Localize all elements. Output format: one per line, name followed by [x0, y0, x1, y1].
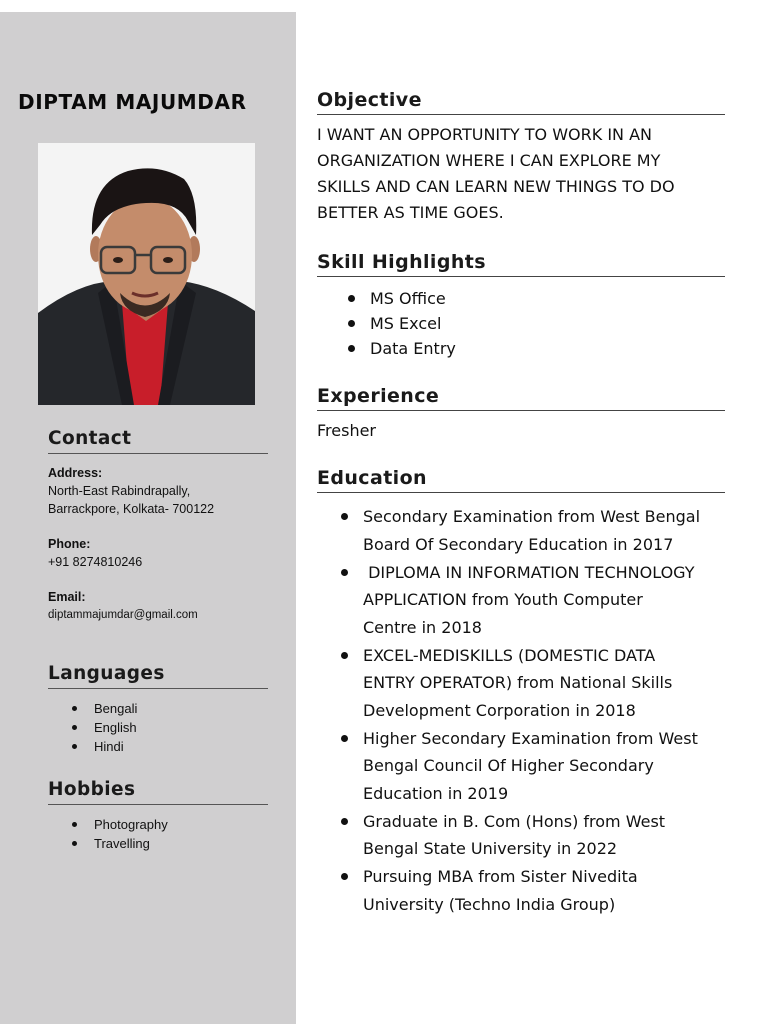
education-list — [317, 503, 727, 919]
hobbies-heading: Hobbies — [48, 779, 268, 805]
languages-heading: Languages — [48, 663, 268, 689]
experience-heading: Experience — [317, 385, 725, 411]
education-line: University (Techno India Group) — [363, 894, 616, 914]
list-item — [317, 863, 727, 918]
education-line: ENTRY OPERATOR) from National Skills — [363, 673, 673, 692]
education-line: Secondary Examination from West Bengal — [363, 507, 701, 526]
list-item — [317, 642, 727, 725]
objective-text — [317, 122, 727, 226]
list-item — [317, 559, 727, 642]
list-item: Hindi — [48, 737, 268, 756]
portrait-illustration — [38, 143, 255, 405]
hobbies-list — [48, 815, 268, 853]
contact-heading: Contact — [48, 428, 268, 454]
email-address: diptammajumdar@gmail.com — [48, 609, 198, 621]
education-line: Graduate in B. Com (Hons) from West — [363, 811, 666, 831]
education-line: Bengal Council Of Higher Secondary — [363, 756, 654, 775]
list-item: Photography — [48, 815, 268, 834]
email-label: Email: — [48, 590, 86, 604]
candidate-name: DIPTAM MAJUMDAR — [18, 90, 247, 114]
address-line: North-East Rabindrapally, — [48, 484, 191, 498]
list-item: Travelling — [48, 834, 268, 853]
profile-photo — [38, 143, 255, 405]
contact-phone — [48, 535, 288, 571]
list-item: MS Office — [317, 286, 727, 311]
education-line: Higher Secondary Examination from West — [363, 728, 698, 748]
education-line: Centre in 2018 — [363, 617, 482, 637]
objective-line: SKILLS AND CAN LEARN NEW THINGS TO DO — [317, 177, 675, 196]
skills-heading: Skill Highlights — [317, 251, 725, 277]
address-label: Address: — [48, 466, 103, 480]
experience-text: Fresher — [317, 421, 377, 440]
education-heading: Education — [317, 467, 725, 493]
education-line: APPLICATION from Youth Computer — [363, 590, 643, 609]
list-item: English — [48, 718, 268, 737]
skills-list — [317, 286, 727, 361]
list-item — [317, 725, 727, 808]
list-item — [317, 808, 727, 863]
education-line: DIPLOMA IN INFORMATION TECHNOLOGY — [363, 562, 695, 582]
education-line: EXCEL-MEDISKILLS (DOMESTIC DATA — [363, 645, 656, 665]
objective-line: BETTER AS TIME GOES. — [317, 203, 504, 222]
phone-label: Phone: — [48, 537, 91, 551]
address-line: Barrackpore, Kolkata- 700122 — [48, 502, 215, 516]
education-line: Board Of Secondary Education in 2017 — [363, 534, 674, 554]
objective-line: I WANT AN OPPORTUNITY TO WORK IN AN — [317, 125, 653, 144]
list-item: Data Entry — [317, 336, 727, 361]
list-item: MS Excel — [317, 311, 727, 336]
objective-line: ORGANIZATION WHERE I CAN EXPLORE MY — [317, 151, 661, 170]
phone-number: +91 8274810246 — [48, 555, 143, 569]
objective-heading: Objective — [317, 89, 725, 115]
contact-email — [48, 588, 288, 624]
languages-list — [48, 699, 268, 756]
list-item: Bengali — [48, 699, 268, 718]
education-line: Education in 2019 — [363, 783, 509, 803]
list-item — [317, 503, 727, 558]
contact-address — [48, 464, 288, 518]
education-line: Pursuing MBA from Sister Nivedita — [363, 867, 638, 886]
education-line: Development Corporation in 2018 — [363, 700, 636, 720]
education-line: Bengal State University in 2022 — [363, 839, 618, 858]
